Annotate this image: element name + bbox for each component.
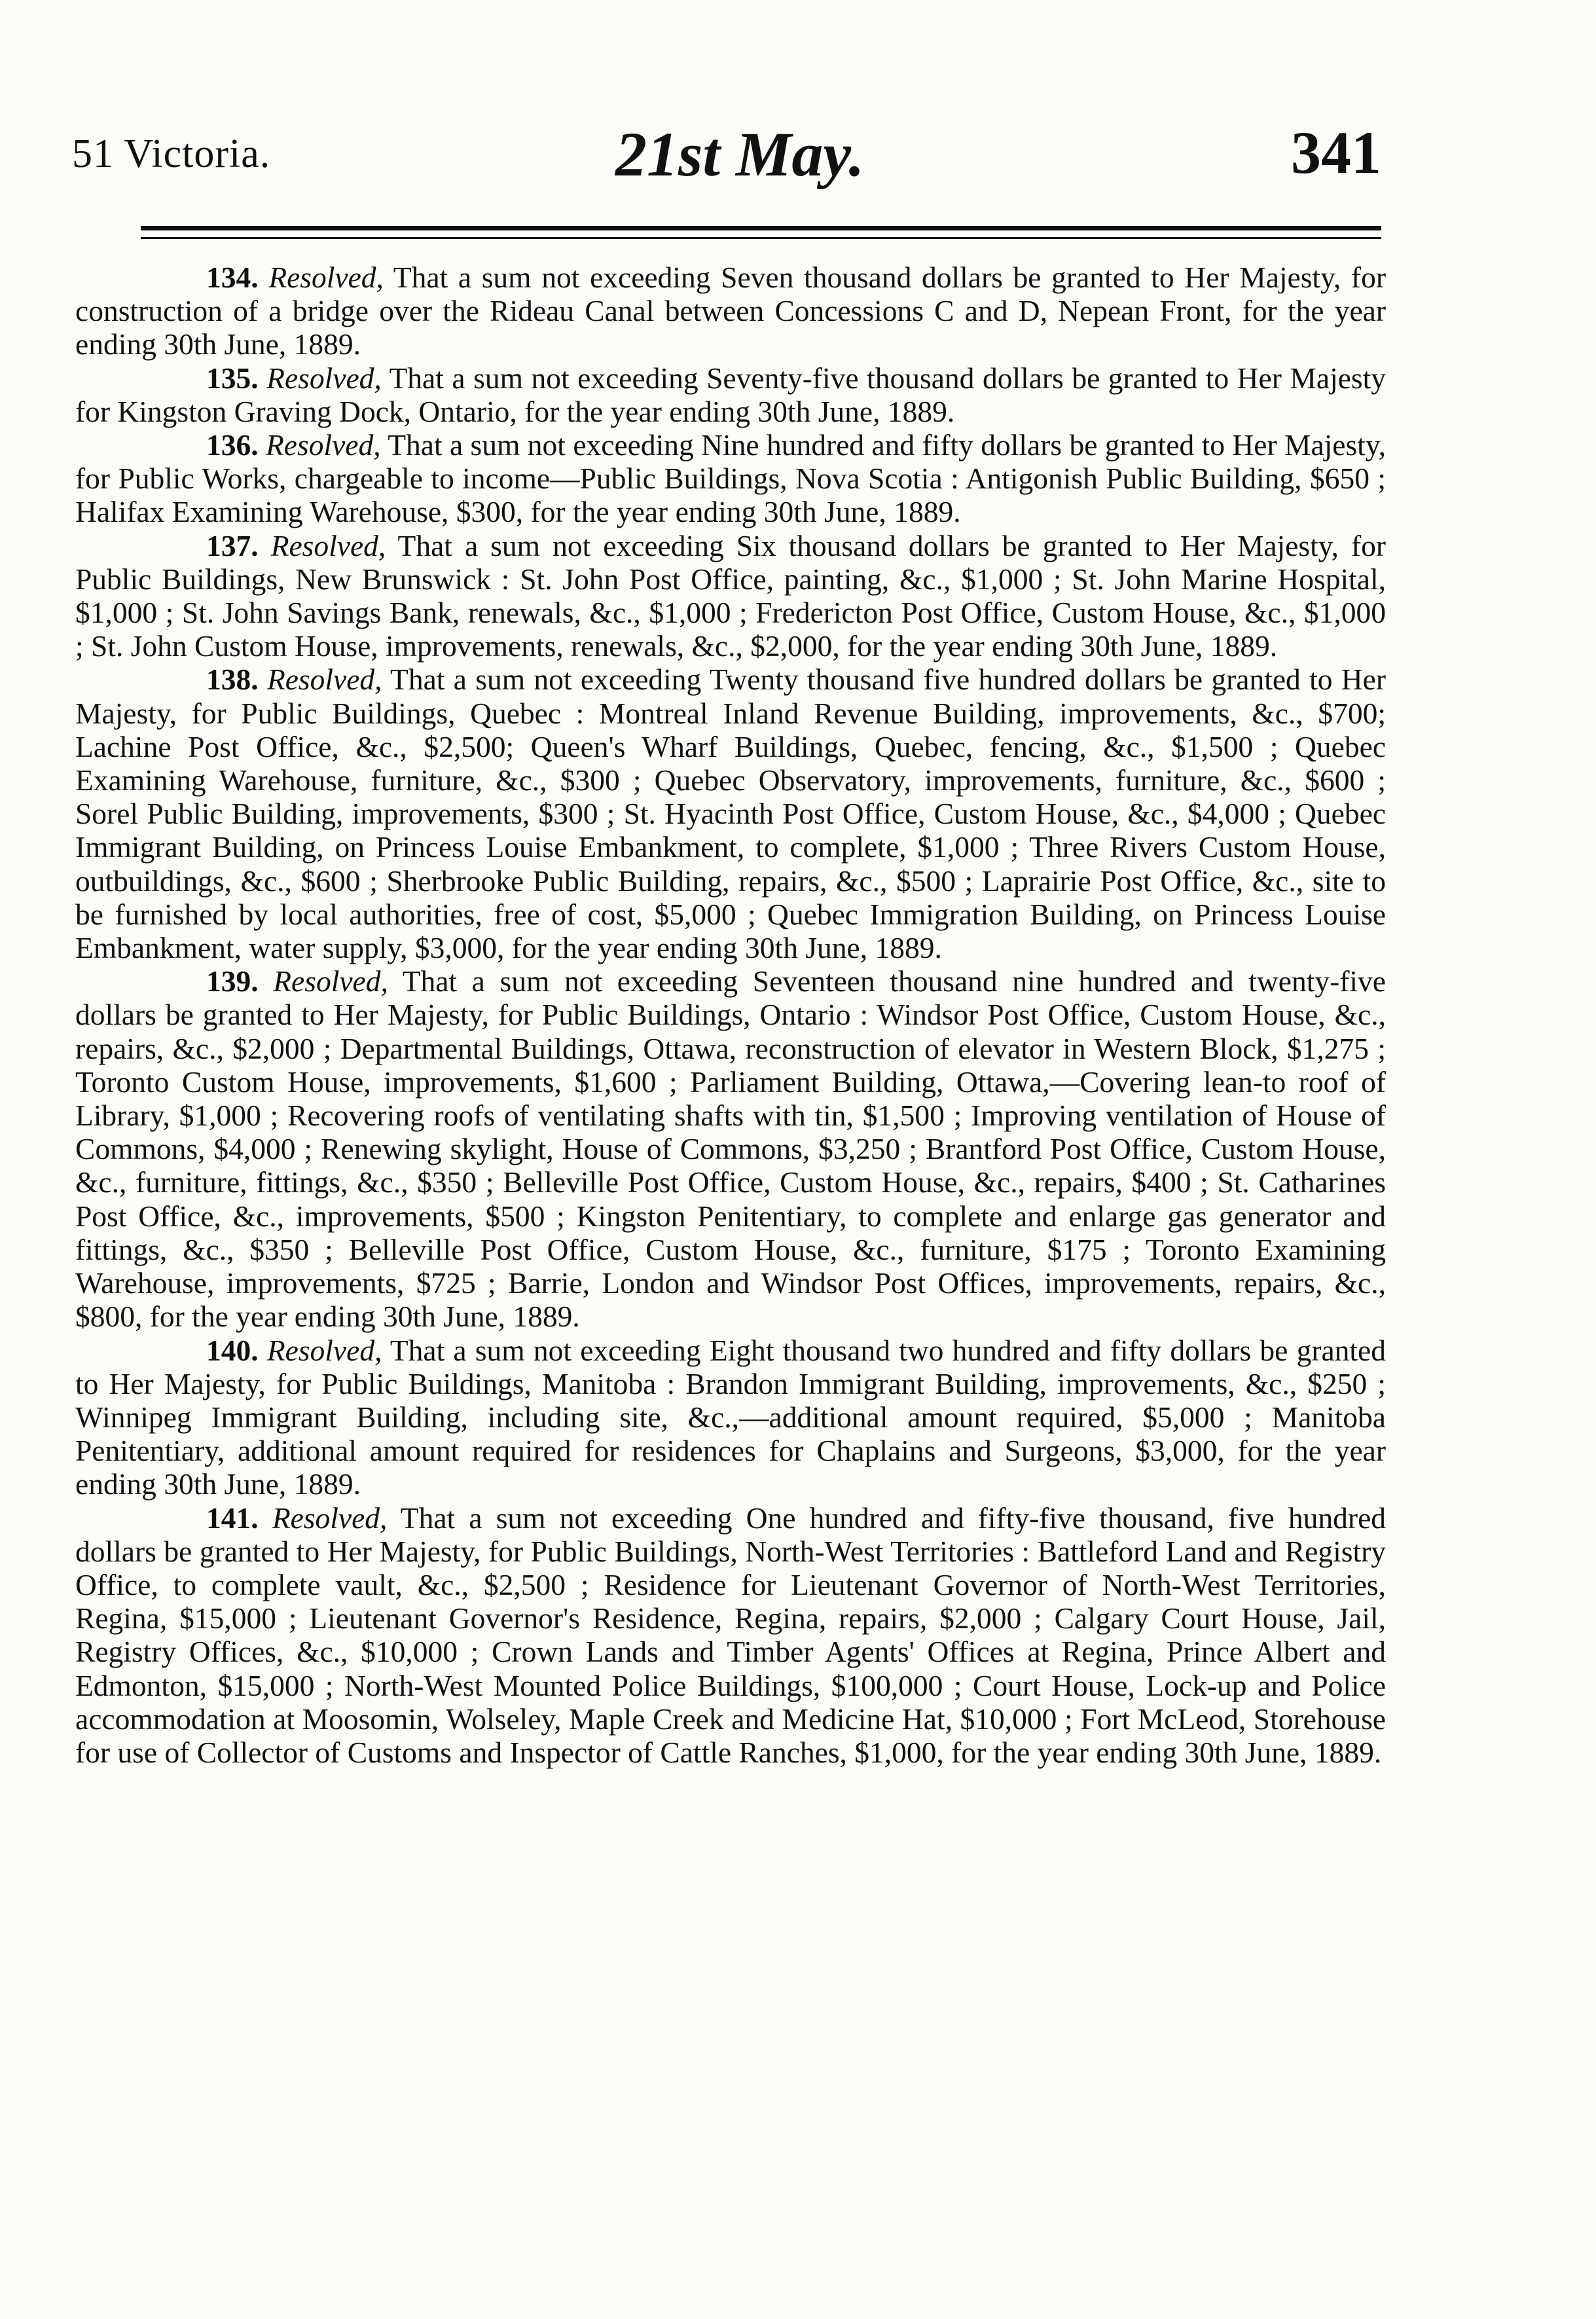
resolution-text: That a sum not exceeding Eight thousand two hundred and fifty dollars be granted to Her Majesty, for Public Buildings, Manitoba : Brandon Immigrant Building, improvements, &c., $250 ; Winnipeg Immigrant Building, including site, &c.,—additional amount required, $5,000 ; Manitoba Penitentiary, additional amount required for residences for Chaplains and Surgeons, $3,000, for the year ending 30th June, 1889. bbox=[75, 1333, 1387, 1501]
resolution-number: 135. bbox=[206, 361, 259, 395]
resolution-number: 141. bbox=[206, 1501, 259, 1535]
resolved-label: Resolved, bbox=[270, 528, 386, 562]
page-number: 341 bbox=[1291, 119, 1381, 186]
resolution-137 bbox=[75, 529, 1386, 663]
resolution-number: 137. bbox=[206, 528, 259, 562]
resolved-label: Resolved, bbox=[266, 428, 381, 462]
resolution-135 bbox=[75, 361, 1386, 428]
session-label: 51 Victoria. bbox=[72, 132, 271, 176]
resolution-140 bbox=[75, 1334, 1386, 1501]
resolution-text: That a sum not exceeding One hundred and fifty-five thousand, five hundred dollars be granted to Her Majesty, for Public Buildings, North-West Territories : Battleford Land and Registry Office, to complete vault, &c., $2,500 ; Residence for Lieutenant Governor of North-West Territories, Regina, $15,000 ; Lieutenant Governor's Residence, Regina, repairs, $2,000 ; Calgary Court House, Jail, Registry Offices, &c., $10,000 ; Crown Lands and Timber Agents' Offices at Regina, Prince Albert and Edmonton, $15,000 ; North-West Mounted Police Buildings, $100,000 ; Court House, Lock-up and Police accommodation at Moosomin, Wolseley, Maple Creek and Medicine Hat, $10,000 ; Fort McLeod, Storehouse for use of Collector of Customs and Inspector of Cattle Ranches, $1,000, for the year ending 30th June, 1889. bbox=[75, 1501, 1387, 1769]
resolved-label: Resolved, bbox=[272, 1501, 388, 1535]
resolved-label: Resolved, bbox=[268, 261, 384, 294]
resolution-138 bbox=[75, 663, 1386, 964]
resolved-label: Resolved, bbox=[266, 361, 382, 395]
resolution-number: 134. bbox=[206, 261, 259, 294]
resolution-text: That a sum not exceeding Seventy-five thousand dollars be granted to Her Majesty for Kingston Graving Dock, Ontario, for the year ending 30th June, 1889. bbox=[75, 361, 1386, 428]
resolution-number: 138. bbox=[206, 663, 259, 697]
resolution-139 bbox=[75, 964, 1386, 1333]
resolution-134 bbox=[75, 261, 1386, 361]
resolution-text: That a sum not exceeding Twenty thousand five hundred dollars be granted to Her Majesty, for Public Buildings, Quebec : Montreal Inland Revenue Building, improvements, &c., $700; Lachine Post Office, &c., $2,500; Queen's Wharf Buildings, Quebec, fencing, &c., $1,500 ; Quebec Examining Warehouse, furniture, &c., $300 ; Quebec Observatory, improvements, furniture, &c., $600 ; Sorel Public Building, improvements, $300 ; St. Hyacinth Post Office, Custom House, &c., $4,000 ; Quebec Immigrant Building, on Princess Louise Embankment, to complete, $1,000 ; Three Rivers Custom House, outbuildings, &c., $600 ; Sherbrooke Public Building, repairs, &c., $500 ; Laprairie Post Office, &c., site to be furnished by local authorities, free of cost, $5,000 ; Quebec Immigration Building, on Princess Louise Embankment, water supply, $3,000, for the year ending 30th June, 1889. bbox=[75, 663, 1386, 965]
resolution-text: That a sum not exceeding Seven thousand dollars be granted to Her Majesty, for construction of a bridge over the Rideau Canal between Concessions C and D, Nepean Front, for the year ending 30th June, 1889. bbox=[75, 261, 1386, 361]
resolution-141 bbox=[75, 1501, 1386, 1770]
resolution-number: 139. bbox=[206, 964, 259, 998]
header-rule-thin bbox=[141, 237, 1381, 239]
page-header bbox=[72, 118, 1381, 196]
resolved-label: Resolved, bbox=[266, 663, 382, 697]
resolution-text: That a sum not exceeding Nine hundred and fifty dollars be granted to Her Majesty, for Public Works, chargeable to income—Public Buildings, Nova Scotia : Antigonish Public Building, $650 ; Halifax Examining Warehouse, $300, for the year ending 30th June, 1889. bbox=[75, 428, 1386, 529]
resolved-label: Resolved, bbox=[266, 1333, 382, 1367]
resolution-number: 136. bbox=[206, 428, 259, 462]
date-heading: 21st May. bbox=[615, 119, 865, 189]
resolution-136 bbox=[75, 428, 1386, 529]
resolution-text: That a sum not exceeding Six thousand dollars be granted to Her Majesty, for Public Buildings, New Brunswick : St. John Post Office, painting, &c., $1,000 ; St. John Marine Hospital, $1,000 ; St. John Savings Bank, renewals, &c., $1,000 ; Fredericton Post Office, Custom House, &c., $1,000 ; St. John Custom House, improvements, renewals, &c., $2,000, for the year ending 30th June, 1889. bbox=[75, 528, 1387, 663]
resolution-number: 140. bbox=[206, 1333, 259, 1367]
resolutions-body bbox=[75, 261, 1386, 1769]
resolution-text: That a sum not exceeding Seventeen thousand nine hundred and twenty-five dollars be granted to Her Majesty, for Public Buildings, Ontario : Windsor Post Office, Custom House, &c., repairs, &c., $2,000 ; Departmental Buildings, Ottawa, reconstruction of elevator in Western Block, $1,275 ; Toronto Custom House, improvements, $1,600 ; Parliament Building, Ottawa,—Covering lean-to roof of Library, $1,000 ; Recovering roofs of ventilating shafts with tin, $1,500 ; Improving ventilation of House of Commons, $4,000 ; Renewing skylight, House of Commons, $3,250 ; Brantford Post Office, Custom House, &c., furniture, fittings, &c., $350 ; Belleville Post Office, Custom House, &c., repairs, $400 ; St. Catharines Post Office, &c., improvements, $500 ; Kingston Penitentiary, to complete and enlarge gas generator and fittings, &c., $350 ; Belleville Post Office, Custom House, &c., furniture, $175 ; Toronto Examining Warehouse, improvements, $725 ; Barrie, London and Windsor Post Offices, improvements, repairs, &c., $800, for the year ending 30th June, 1889. bbox=[75, 964, 1386, 1334]
resolved-label: Resolved, bbox=[273, 964, 388, 998]
header-rule-thick bbox=[141, 226, 1381, 230]
